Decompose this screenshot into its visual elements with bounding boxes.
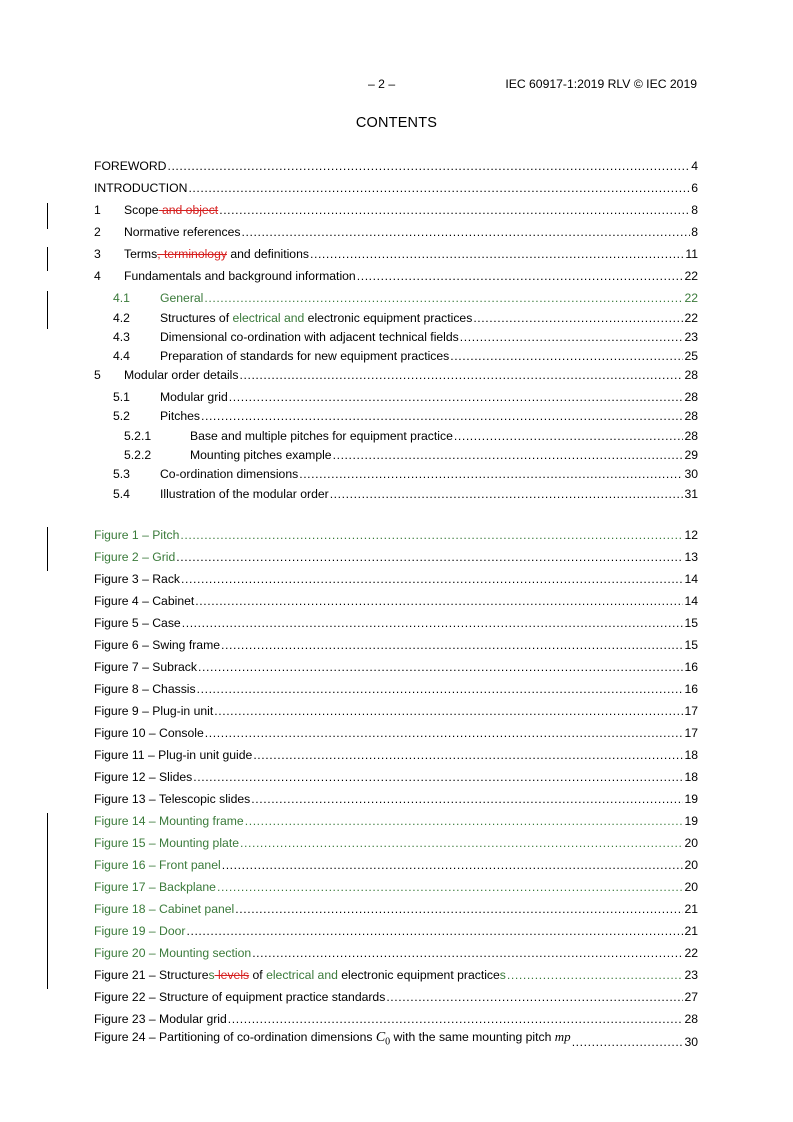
figure-entry-title: Figure 3 – Rack <box>94 572 181 586</box>
figure-entry-7[interactable] <box>94 659 698 675</box>
figure-entry-title: Figure 8 – Chassis <box>94 682 196 696</box>
toc-entry-number: 5.1 <box>113 390 130 404</box>
figure-entry-page: 16 <box>684 682 698 696</box>
figure-entry-9[interactable] <box>94 703 698 719</box>
figure-entry-page: 20 <box>684 836 698 850</box>
figure-entry-title: Figure 16 – Front panel <box>94 858 221 872</box>
toc-entry-5-4[interactable] <box>113 486 698 502</box>
toc-entry-number: 4 <box>94 269 101 283</box>
figure-entry-page: 16 <box>684 660 698 674</box>
toc-entry-title: Terms <box>124 247 158 261</box>
change-bar <box>47 813 48 989</box>
toc-entry-title: INTRODUCTION <box>94 181 188 195</box>
figure-entry-12[interactable] <box>94 769 698 785</box>
figure-entry-15[interactable] <box>94 835 698 851</box>
figure-entry-page: 20 <box>684 858 698 872</box>
toc-entry-page: 4 <box>691 159 698 173</box>
math-variable: mp <box>554 1028 571 1044</box>
figure-entry-title: Figure 19 – Door <box>94 924 186 938</box>
figure-entry-18[interactable] <box>94 901 698 917</box>
toc-entry-number: 5.2.2 <box>124 448 152 462</box>
deleted-text: levels <box>214 968 250 982</box>
toc-entry-number: 1 <box>94 203 101 217</box>
figure-entry-page: 21 <box>684 902 698 916</box>
figure-entry-page: 13 <box>684 550 698 564</box>
toc-entry-number: 4.3 <box>113 330 130 344</box>
figure-entry-4[interactable] <box>94 593 698 609</box>
toc-entry-page: 22 <box>684 311 698 325</box>
figure-entry-13[interactable] <box>94 791 698 807</box>
figure-entry-title: Figure 22 – Structure of equipment practice standards <box>94 990 386 1004</box>
toc-entry-5-2[interactable] <box>113 408 698 424</box>
figure-entry-21[interactable]: Figure 21 – Structures levels of electrical and electronic equipment practices ..... 23 <box>94 967 698 983</box>
figure-entry-20[interactable] <box>94 945 698 961</box>
toc-entry-page: 28 <box>684 429 698 443</box>
figure-entry-title: Figure 15 – Mounting plate <box>94 836 239 850</box>
figure-entry-page: 17 <box>684 726 698 740</box>
toc-entry-5-2-2[interactable] <box>124 447 698 463</box>
figure-entry-page: 19 <box>684 814 698 828</box>
toc-entry-page: 25 <box>684 349 698 363</box>
toc-entry-page: 8 <box>691 225 698 239</box>
figure-entry-title: Figure 2 – Grid <box>94 550 176 564</box>
figure-entry-page: 14 <box>684 594 698 608</box>
toc-entry-page: 22 <box>684 269 698 283</box>
figure-entry-page: 19 <box>684 792 698 806</box>
figure-entry-title: Figure 4 – Cabinet <box>94 594 195 608</box>
figure-entry-17[interactable] <box>94 879 698 895</box>
page-header <box>0 77 793 93</box>
toc-entry-5-3[interactable] <box>113 466 698 482</box>
toc-entry-1[interactable] <box>94 202 698 218</box>
figure-entry-page: 15 <box>684 638 698 652</box>
toc-entry-title: Normative references <box>124 225 241 239</box>
toc-entry-3[interactable]: 3 Terms, terminology and definitions ..... 11 <box>94 246 698 262</box>
change-bar <box>47 203 48 229</box>
figure-entry-page: 23 <box>684 968 698 982</box>
figure-entry-title: Figure 17 – Backplane <box>94 880 216 894</box>
toc-entry-number: 2 <box>94 225 101 239</box>
toc-entry-title: General <box>160 291 204 305</box>
figure-entry-page: 30 <box>684 1035 698 1049</box>
toc-entry-title: Fundamentals and background information <box>124 269 356 283</box>
toc-entry-title: Modular order details <box>124 368 239 382</box>
toc-entry-page: 8 <box>691 203 698 217</box>
toc-entry-title: Scope <box>124 203 159 217</box>
toc-entry-number: 5.2.1 <box>124 429 152 443</box>
figure-entry-title: Figure 13 – Telescopic slides <box>94 792 251 806</box>
figure-entry-page: 27 <box>684 990 698 1004</box>
toc-entry-number: 4.1 <box>113 291 130 305</box>
toc-entry-4[interactable] <box>94 268 698 284</box>
figure-entry-title: Figure 11 – Plug-in unit guide <box>94 748 253 762</box>
deleted-text: , terminology <box>157 247 227 261</box>
toc-entry-number: 4.2 <box>113 311 130 325</box>
toc-entry-page: 22 <box>684 291 698 305</box>
toc-entry-title: FOREWORD <box>94 159 167 173</box>
figure-entry-11[interactable] <box>94 747 698 763</box>
figure-entry-page: 14 <box>684 572 698 586</box>
figure-entry-title: Figure 21 – Structure <box>94 968 209 982</box>
toc-entry-title: Illustration of the modular order <box>160 487 329 501</box>
figure-entry-title: Figure 14 – Mounting frame <box>94 814 244 828</box>
toc-entry-title: Structures of <box>160 311 233 325</box>
figure-entry-title: Figure 6 – Swing frame <box>94 638 220 652</box>
figure-entry-page: 28 <box>684 1012 698 1026</box>
figure-entry-page: 20 <box>684 880 698 894</box>
toc-entry-5[interactable] <box>94 367 698 383</box>
change-bar <box>47 291 48 329</box>
figure-entry-19[interactable] <box>94 923 698 939</box>
figure-entry-page: 21 <box>684 924 698 938</box>
figure-entry-5[interactable] <box>94 615 698 631</box>
toc-entry-2[interactable] <box>94 224 698 240</box>
toc-entry-4-4[interactable] <box>113 348 698 364</box>
figure-entry-title: Figure 1 – Pitch <box>94 528 180 542</box>
toc-entry-title: Preparation of standards for new equipment practices <box>160 349 450 363</box>
figure-entry-page: 17 <box>684 704 698 718</box>
figure-entry-3[interactable] <box>94 571 698 587</box>
document-id: IEC 60917-1:2019 RLV © IEC 2019 <box>505 77 697 91</box>
toc-entry-number: 3 <box>94 247 101 261</box>
toc-entry-4-3[interactable] <box>113 329 698 345</box>
toc-entry-page: 30 <box>684 467 698 481</box>
toc-entry-title: Mounting pitches example <box>190 448 332 462</box>
figure-entry-title: Figure 20 – Mounting section <box>94 946 252 960</box>
figure-entry-6[interactable] <box>94 637 698 653</box>
figure-entry-22[interactable] <box>94 989 698 1005</box>
figure-entry-page: 22 <box>684 946 698 960</box>
toc-entry-page: 23 <box>684 330 698 344</box>
figure-entry-23[interactable] <box>94 1011 698 1027</box>
toc-entry-number: 4.4 <box>113 349 130 363</box>
toc-entry-page: 29 <box>684 448 698 462</box>
toc-entry-page: 28 <box>684 390 698 404</box>
toc-entry-number: 5.2 <box>113 409 130 423</box>
toc-entry-5-2-1[interactable] <box>124 428 698 444</box>
figure-entry-title: Figure 23 – Modular grid <box>94 1012 227 1026</box>
toc-entry-page: 31 <box>684 487 698 501</box>
toc-entry-4-2[interactable]: 4.2 Structures of electrical and electronic equipment practices ..... 22 <box>113 310 698 326</box>
figure-entry-14[interactable] <box>94 813 698 829</box>
figure-entry-2[interactable] <box>94 549 698 565</box>
toc-entry-number: 5.4 <box>113 487 130 501</box>
math-variable: C <box>375 1029 386 1045</box>
figure-entry-1[interactable] <box>94 527 698 543</box>
figure-entry-title: Figure 12 – Slides <box>94 770 193 784</box>
toc-entry-page: 11 <box>685 247 698 261</box>
inserted-text: electrical and <box>266 968 338 982</box>
toc-entry-title: Dimensional co-ordination with adjacent technical fields <box>160 330 459 344</box>
figure-entry-8[interactable] <box>94 681 698 697</box>
toc-entry-number: 5 <box>94 368 101 382</box>
toc-entry-title: Base and multiple pitches for equipment practice <box>190 429 453 443</box>
figure-entry-page: 12 <box>684 528 698 542</box>
figure-entry-title: Figure 10 – Console <box>94 726 204 740</box>
page-title: CONTENTS <box>355 115 438 131</box>
toc-entry-page: 28 <box>684 409 698 423</box>
figure-entry-10[interactable] <box>94 725 698 741</box>
math-subscript: 0 <box>385 1036 391 1047</box>
change-bar <box>47 247 48 271</box>
inserted-text: s <box>499 968 506 982</box>
toc-entry-title: Co-ordination dimensions <box>160 467 299 481</box>
inserted-text: electrical and <box>232 311 305 325</box>
toc-entry-introduction[interactable] <box>94 180 698 196</box>
toc-entry-number: 5.3 <box>113 467 130 481</box>
toc-entry-4-1[interactable] <box>113 290 698 306</box>
toc-entry-title: Pitches <box>160 409 200 423</box>
toc-entry-5-1[interactable] <box>113 389 698 405</box>
figure-entry-page: 18 <box>684 770 698 784</box>
figure-entry-page: 15 <box>684 616 698 630</box>
figure-entry-title: Figure 18 – Cabinet panel <box>94 902 235 916</box>
figure-entry-title: Figure 24 – Partitioning of co-ordination dimensions <box>94 1029 376 1044</box>
figure-entry-page: 18 <box>684 748 698 762</box>
change-bar <box>47 527 48 571</box>
inserted-text: s <box>208 968 215 982</box>
page-number: – 2 – <box>368 77 396 91</box>
figure-entry-title: Figure 9 – Plug-in unit <box>94 704 214 718</box>
toc-entry-title: Modular grid <box>160 390 228 404</box>
figure-entry-title: Figure 7 – Subrack <box>94 660 197 674</box>
figure-entry-24[interactable]: Figure 24 – Partitioning of co-ordination dimensions $C_0$ with the same mounting pitch mp ..... 30 <box>94 1034 698 1050</box>
figure-entry-title: Figure 5 – Case <box>94 616 181 630</box>
toc-entry-page: 28 <box>684 368 698 382</box>
toc-entry-foreword[interactable] <box>94 158 698 174</box>
deleted-text: and object <box>158 203 219 217</box>
toc-entry-page: 6 <box>691 181 698 195</box>
figure-entry-16[interactable] <box>94 857 698 873</box>
